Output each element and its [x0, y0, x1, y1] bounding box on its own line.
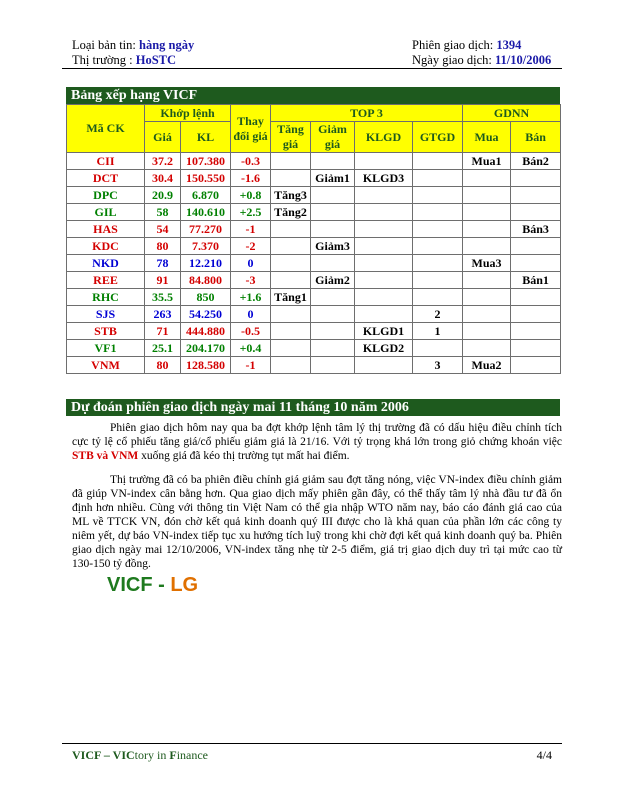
cell-increase	[271, 255, 311, 272]
cell-buy	[463, 238, 511, 255]
cell-change: +0.8	[231, 187, 271, 204]
cell-increase	[271, 323, 311, 340]
cell-code: STB	[67, 323, 145, 340]
footer-brand-4: inance	[176, 748, 208, 762]
signature-vicf: VICF	[107, 574, 153, 596]
cell-sell	[511, 323, 561, 340]
cell-sell	[511, 357, 561, 374]
p1-part-a: Phiên giao dịch hôm nay qua ba đợt khớp lệnh tâm lý thị trường đã có dấu hiệu điều chỉnh tích cực tỷ lệ cổ phiếu tăng giá/cổ phiếu giảm giá là 21/16. Với tỷ trọng khá lớn trong giỏ chứng khoán việc	[72, 422, 562, 448]
cell-buy	[463, 289, 511, 306]
cell-gtgd	[413, 238, 463, 255]
cell-increase	[271, 153, 311, 170]
cell-sell: Bán3	[511, 221, 561, 238]
col-increase: Tăng giá	[271, 122, 311, 153]
market-value: HoSTC	[135, 53, 177, 67]
forecast-paragraph-2: Thị trường đã có ba phiên điều chỉnh giá giảm sau đợt tăng nóng, việc VN-index điều chỉnh giảm đã giúp VN-index cân bằng hơn. Qua giao dịch mấy phiên gần đây, có thể thấy tâm lý nhà đầu tư đã ổn định hơn nhiều. Cùng với thông tin Việt Nam có thể gia nhập WTO năm nay, báo cáo đánh giá cao của ML về TTCK VN, đón chờ kết quả kinh doanh quý III được cho là khả quan của phần lớn các công ty niêm yết, dự báo VN-index tiếp tục xu hướng tích luỹ trong khi chờ đợi kết quả kinh doanh quý ba. Phiên giao dịch ngày mai 12/10/2006, VN-index tăng nhẹ từ 2-5 điểm, giá trị giao dịch duy trì tại mức cao từ 130-150 tỷ đồng.	[72, 474, 562, 570]
cell-sell	[511, 306, 561, 323]
cell-code: DPC	[67, 187, 145, 204]
cell-sell	[511, 255, 561, 272]
cell-gtgd	[413, 221, 463, 238]
cell-volume: 6.870	[181, 187, 231, 204]
cell-increase	[271, 272, 311, 289]
market-label: Thị trường :	[72, 53, 133, 67]
cell-buy	[463, 306, 511, 323]
cell-decrease	[311, 357, 355, 374]
table-row	[67, 272, 561, 289]
table-row	[67, 323, 561, 340]
cell-increase	[271, 238, 311, 255]
header-line-1	[72, 38, 570, 53]
cell-volume: 107.380	[181, 153, 231, 170]
cell-volume: 150.550	[181, 170, 231, 187]
cell-increase: Tăng3	[271, 187, 311, 204]
cell-gtgd: 1	[413, 323, 463, 340]
cell-volume: 12.210	[181, 255, 231, 272]
header-line-2	[72, 53, 570, 68]
cell-volume: 204.170	[181, 340, 231, 357]
cell-buy	[463, 272, 511, 289]
cell-sell	[511, 289, 561, 306]
cell-klgd	[355, 255, 413, 272]
cell-volume: 850	[181, 289, 231, 306]
cell-gtgd: 2	[413, 306, 463, 323]
session-value: 1394	[496, 38, 522, 52]
cell-code: DCT	[67, 170, 145, 187]
p1-highlight: STB và VNM	[72, 450, 139, 462]
cell-klgd	[355, 204, 413, 221]
cell-decrease: Giảm1	[311, 170, 355, 187]
col-klgd: KLGD	[355, 122, 413, 153]
cell-increase	[271, 221, 311, 238]
cell-klgd	[355, 238, 413, 255]
ranking-body	[67, 153, 561, 374]
cell-buy: Mua2	[463, 357, 511, 374]
cell-klgd	[355, 306, 413, 323]
cell-sell	[511, 187, 561, 204]
cell-price: 78	[145, 255, 181, 272]
cell-buy: Mua3	[463, 255, 511, 272]
cell-volume: 77.270	[181, 221, 231, 238]
cell-change: -0.5	[231, 323, 271, 340]
signature-sep: -	[152, 574, 171, 596]
cell-change: 0	[231, 306, 271, 323]
cell-price: 71	[145, 323, 181, 340]
cell-sell: Bán2	[511, 153, 561, 170]
header-rule	[62, 68, 562, 69]
cell-code: CII	[67, 153, 145, 170]
cell-sell	[511, 340, 561, 357]
cell-price: 91	[145, 272, 181, 289]
cell-change: -1	[231, 221, 271, 238]
cell-price: 80	[145, 238, 181, 255]
cell-price: 25.1	[145, 340, 181, 357]
p1-part-b: xuống giá đã kéo thị trường tụt mất hai điểm.	[138, 450, 350, 462]
table-row	[67, 357, 561, 374]
cell-volume: 84.800	[181, 272, 231, 289]
date-value: 11/10/2006	[494, 53, 552, 67]
cell-buy: Mua1	[463, 153, 511, 170]
col-sell: Bán	[511, 122, 561, 153]
cell-gtgd	[413, 272, 463, 289]
cell-klgd	[355, 187, 413, 204]
cell-increase	[271, 357, 311, 374]
cell-buy	[463, 187, 511, 204]
cell-code: NKD	[67, 255, 145, 272]
cell-increase	[271, 306, 311, 323]
cell-volume: 7.370	[181, 238, 231, 255]
cell-code: RHC	[67, 289, 145, 306]
cell-klgd	[355, 221, 413, 238]
cell-change: 0	[231, 255, 271, 272]
news-type-label: Loại bản tin:	[72, 38, 136, 52]
footer-brand-1: VICF – VIC	[72, 748, 135, 762]
forecast-title: Dự đoán phiên giao dịch ngày mai 11 tháng 10 năm 2006	[66, 399, 560, 416]
cell-change: +0.4	[231, 340, 271, 357]
page-number: 4/4	[536, 748, 552, 762]
session-label: Phiên giao dịch:	[412, 38, 494, 52]
cell-code: VNM	[67, 357, 145, 374]
table-row	[67, 238, 561, 255]
cell-price: 35.5	[145, 289, 181, 306]
table-row	[67, 204, 561, 221]
cell-code: REE	[67, 272, 145, 289]
signature-lg: LG	[170, 574, 199, 596]
cell-decrease	[311, 340, 355, 357]
cell-klgd	[355, 357, 413, 374]
cell-change: -0.3	[231, 153, 271, 170]
table-row	[67, 340, 561, 357]
cell-gtgd	[413, 340, 463, 357]
table-row	[67, 187, 561, 204]
cell-decrease	[311, 289, 355, 306]
cell-sell	[511, 170, 561, 187]
cell-decrease: Giảm2	[311, 272, 355, 289]
cell-price: 58	[145, 204, 181, 221]
col-buy: Mua	[463, 122, 511, 153]
table-row	[67, 289, 561, 306]
cell-gtgd	[413, 204, 463, 221]
col-gtgd: GTGD	[413, 122, 463, 153]
cell-change: -1	[231, 357, 271, 374]
col-volume: KL	[181, 122, 231, 153]
date-label: Ngày giao dịch:	[412, 53, 492, 67]
cell-sell	[511, 238, 561, 255]
col-code: Mã CK	[67, 105, 145, 153]
cell-gtgd	[413, 255, 463, 272]
cell-buy	[463, 170, 511, 187]
cell-increase: Tăng2	[271, 204, 311, 221]
cell-increase	[271, 170, 311, 187]
ranking-title: Bảng xếp hạng VICF	[66, 87, 560, 104]
col-price: Giá	[145, 122, 181, 153]
cell-code: HAS	[67, 221, 145, 238]
cell-increase	[271, 340, 311, 357]
news-type-value: hàng ngày	[139, 38, 195, 52]
cell-gtgd: 3	[413, 357, 463, 374]
footer-rule	[62, 743, 562, 744]
cell-decrease	[311, 204, 355, 221]
cell-volume: 444.880	[181, 323, 231, 340]
cell-klgd: KLGD3	[355, 170, 413, 187]
cell-gtgd	[413, 187, 463, 204]
footer-brand-3: F	[169, 748, 177, 762]
forecast-paragraph-1	[72, 421, 562, 463]
cell-change: -2	[231, 238, 271, 255]
cell-price: 20.9	[145, 187, 181, 204]
cell-buy	[463, 204, 511, 221]
cell-decrease	[311, 221, 355, 238]
col-match: Khớp lệnh	[145, 105, 231, 122]
table-row	[67, 170, 561, 187]
table-row	[67, 255, 561, 272]
table-row	[67, 221, 561, 238]
cell-klgd	[355, 272, 413, 289]
cell-code: GIL	[67, 204, 145, 221]
cell-change: +2.5	[231, 204, 271, 221]
cell-change: -3	[231, 272, 271, 289]
cell-code: SJS	[67, 306, 145, 323]
cell-gtgd	[413, 170, 463, 187]
cell-price: 263	[145, 306, 181, 323]
cell-code: KDC	[67, 238, 145, 255]
cell-price: 37.2	[145, 153, 181, 170]
cell-volume: 128.580	[181, 357, 231, 374]
signature	[107, 574, 198, 597]
cell-change: -1.6	[231, 170, 271, 187]
cell-change: +1.6	[231, 289, 271, 306]
cell-sell	[511, 204, 561, 221]
ranking-table	[66, 104, 561, 374]
cell-volume: 54.250	[181, 306, 231, 323]
cell-volume: 140.610	[181, 204, 231, 221]
cell-sell: Bán1	[511, 272, 561, 289]
cell-code: VF1	[67, 340, 145, 357]
cell-buy	[463, 340, 511, 357]
cell-klgd	[355, 289, 413, 306]
cell-klgd: KLGD2	[355, 340, 413, 357]
cell-decrease	[311, 323, 355, 340]
footer-brand-2: tory in	[134, 748, 170, 762]
forecast-text	[72, 421, 562, 571]
col-gdnn: GDNN	[463, 105, 561, 122]
cell-buy	[463, 323, 511, 340]
col-decrease: Giảm giá	[311, 122, 355, 153]
cell-klgd	[355, 153, 413, 170]
cell-decrease	[311, 187, 355, 204]
table-row	[67, 306, 561, 323]
cell-price: 54	[145, 221, 181, 238]
cell-increase: Tăng1	[271, 289, 311, 306]
cell-decrease	[311, 306, 355, 323]
cell-buy	[463, 221, 511, 238]
col-change: Thay đổi giá	[231, 105, 271, 153]
footer	[72, 748, 552, 763]
cell-price: 80	[145, 357, 181, 374]
cell-klgd: KLGD1	[355, 323, 413, 340]
cell-decrease	[311, 255, 355, 272]
cell-decrease: Giảm3	[311, 238, 355, 255]
cell-price: 30.4	[145, 170, 181, 187]
col-top3: TOP 3	[271, 105, 463, 122]
cell-gtgd	[413, 153, 463, 170]
table-row	[67, 153, 561, 170]
cell-decrease	[311, 153, 355, 170]
cell-gtgd	[413, 289, 463, 306]
